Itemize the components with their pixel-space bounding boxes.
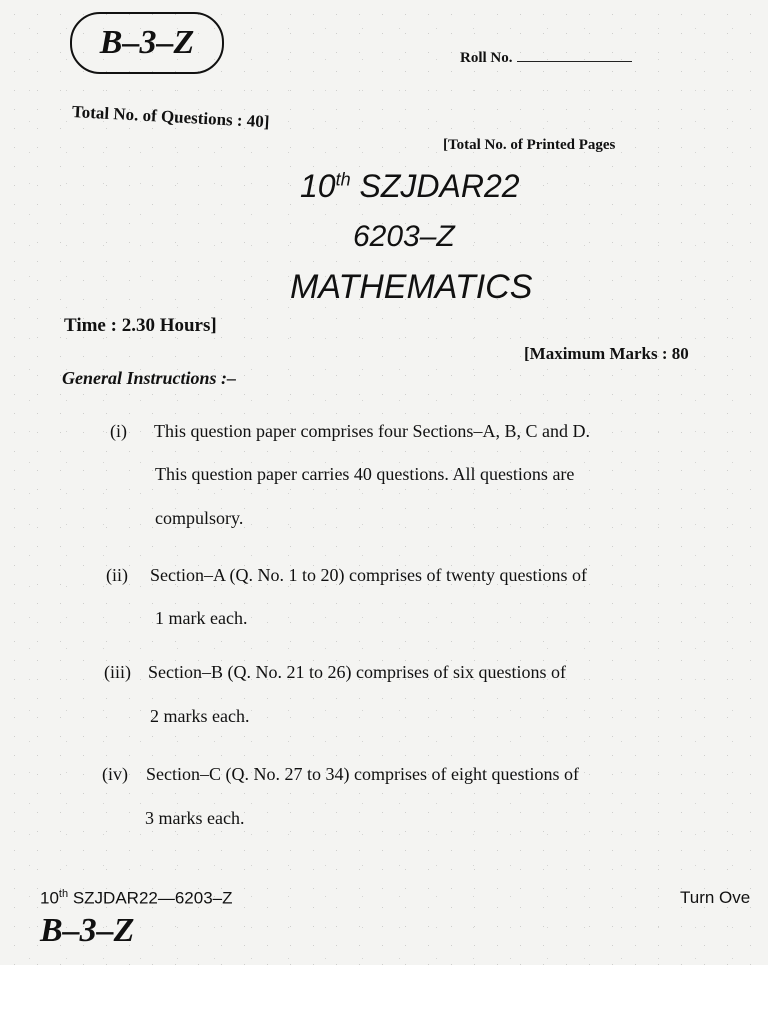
roll-label: Roll No.: [460, 50, 513, 66]
instruction-item: (iii) Section–B (Q. No. 21 to 26) comprises of six questions of: [104, 662, 566, 682]
time-allowed: Time : 2.30 Hours]: [64, 315, 217, 336]
roll-blank: [517, 61, 632, 62]
instruction-line: This question paper carries 40 questions. All questions are: [155, 464, 575, 484]
exam-paper-code: 6203–Z: [353, 220, 455, 253]
printed-pages: [Total No. of Printed Pages: [443, 137, 616, 153]
instruction-item: (ii) Section–A (Q. No. 1 to 20) comprises of twenty questions of: [106, 565, 587, 585]
instructions-heading: General Instructions :–: [62, 368, 237, 388]
paper-code-text: B–3–Z: [99, 24, 195, 61]
exam-title: 10th SZJDAR22: [300, 168, 520, 204]
instruction-line: 3 marks each.: [145, 808, 245, 828]
total-questions: Total No. of Questions : 40]: [71, 102, 270, 132]
instruction-item: (i) This question paper comprises four Sections–A, B, C and D.: [110, 421, 590, 441]
footer-code: B–3–Z: [40, 912, 135, 949]
maximum-marks: [Maximum Marks : 80: [524, 344, 689, 363]
instruction-line: 2 marks each.: [150, 706, 250, 726]
instruction-line: 1 mark each.: [155, 608, 248, 628]
paper-code-badge: [70, 12, 224, 74]
turn-over-label: Turn Ove: [680, 888, 751, 907]
roll-number-field: [460, 50, 632, 67]
instruction-item: (iv) Section–C (Q. No. 27 to 34) comprises of eight questions of: [102, 764, 579, 784]
footer-paper-id: 10th SZJDAR22—6203–Z: [40, 888, 233, 908]
subject-title: MATHEMATICS: [290, 268, 533, 306]
instruction-line: compulsory.: [155, 508, 244, 528]
